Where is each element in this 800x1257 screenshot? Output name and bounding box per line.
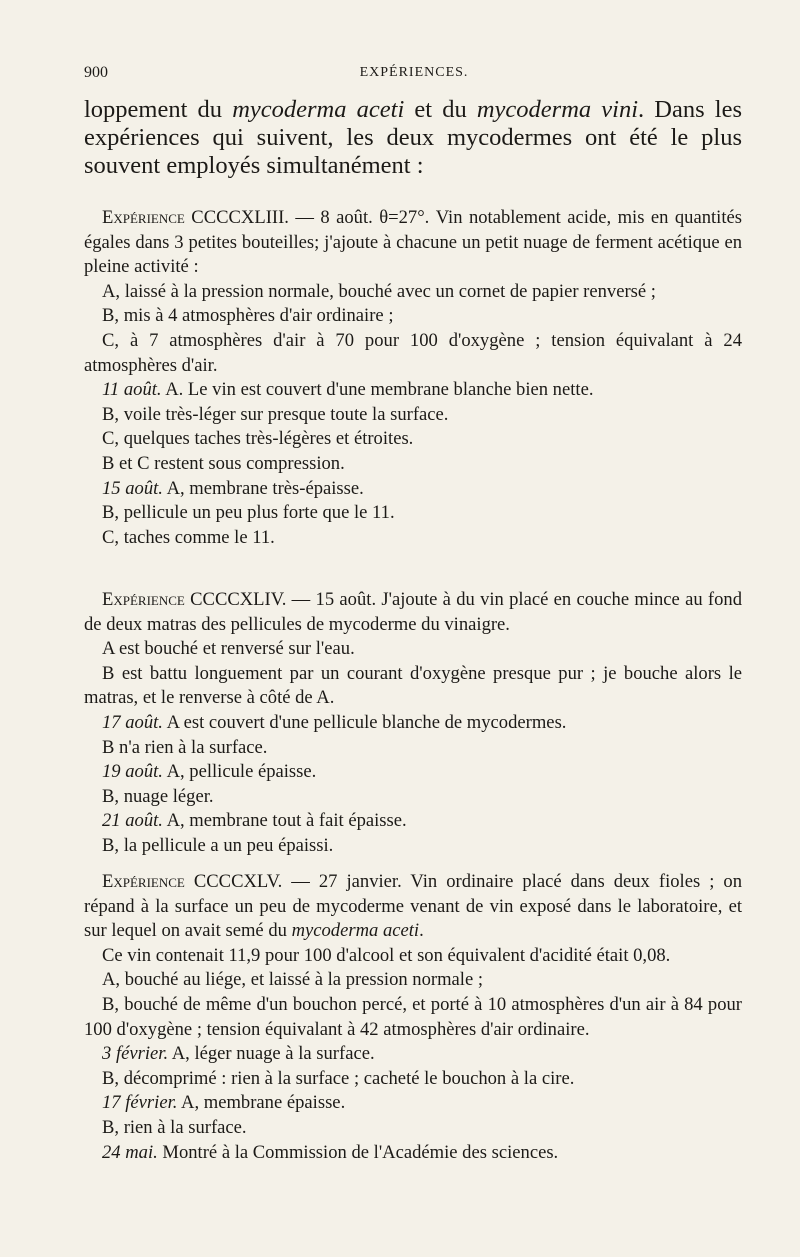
experience-heading: Expérience CCCCXLV. — 27 janvier. Vin ordinaire placé dans deux fioles ; on répand à la surface un peu de mycoderme venant de vin exposé dans le laboratoire, et sur lequel on avait semé du mycoderma aceti.: [84, 871, 742, 942]
observation-line: Ce vin contenait 11,9 pour 100 d'alcool et son équivalent d'acidité était 0,08.: [102, 944, 671, 966]
observation-line: 11 août. A. Le vin est couvert d'une membrane blanche bien nette.: [102, 379, 594, 401]
observation-line: 19 août. A, pellicule épaisse.: [102, 761, 317, 783]
observation-line: A est bouché et renversé sur l'eau.: [102, 638, 355, 660]
observation-line: B, décomprimé : rien à la surface ; cacheté le bouchon à la cire.: [102, 1067, 575, 1089]
observation-line: B est battu longuement par un courant d'oxygène presque pur ; je bouche alors le matras, et le renverse à côté de A.: [84, 662, 742, 709]
observation-line: C, taches comme le 11.: [102, 526, 275, 548]
experience-heading: Expérience CCCCXLIII. — 8 août. θ=27°. Vin notablement acide, mis en quantités égales dans 3 petites bouteilles; j'ajoute à chacune un petit nuage de ferment acétique en pleine activité :: [84, 207, 743, 278]
observation-line: B, nuage léger.: [102, 785, 214, 807]
observation-line: B, pellicule un peu plus forte que le 11.: [102, 502, 395, 524]
observation-line: 3 février. A, léger nuage à la surface.: [102, 1043, 375, 1065]
observation-line: C, à 7 atmosphères d'air à 70 pour 100 d'oxygène ; tension équivalant à 24 atmosphères d'air.: [84, 329, 742, 376]
running-header: [84, 64, 744, 86]
experience-label: Expérience CCCCXLV.: [102, 871, 283, 892]
observation-line: C, quelques taches très-légères et étroites.: [102, 428, 414, 450]
experience-heading: Expérience CCCCXLIV. — 15 août. J'ajoute à du vin placé en couche mince au fond de deux matras des pellicules de mycoderme du vinaigre.: [84, 589, 742, 635]
running-title: EXPÉRIENCES.: [359, 65, 469, 80]
observation-line: B, rien à la surface.: [102, 1116, 247, 1138]
page-number: 900: [84, 64, 108, 81]
observation-line: B n'a rien à la surface.: [102, 736, 268, 758]
observation-line: 24 mai. Montré à la Commission de l'Académie des sciences.: [102, 1141, 559, 1163]
observation-line: 17 février. A, membrane épaisse.: [102, 1092, 346, 1114]
observation-line: B, bouché de même d'un bouchon percé, et porté à 10 atmosphères d'un air à 84 pour 100 d'oxygène ; tension équivalant à 42 atmosphères d'air ordinaire.: [84, 993, 742, 1040]
experience-445: [84, 870, 742, 1165]
observation-line: 15 août. A, membrane très-épaisse.: [102, 477, 364, 499]
observation-line: 21 août. A, membrane tout à fait épaisse.: [102, 810, 407, 832]
observation-line: 17 août. A est couvert d'une pellicule blanche de mycodermes.: [102, 711, 567, 733]
observation-line: B, voile très-léger sur presque toute la surface.: [102, 403, 449, 425]
observation-line: B et C restent sous compression.: [102, 452, 345, 474]
intro-paragraph: loppement du mycoderma aceti et du mycoderma vini. Dans les expériences qui suivent, les deux mycodermes ont été le plus souvent employés simultanément :: [84, 96, 742, 179]
experience-label: Expérience CCCCXLIII.: [102, 207, 289, 228]
observation-line: A, laissé à la pression normale, bouché avec un cornet de papier renversé ;: [102, 280, 656, 302]
experience-443: [84, 206, 742, 550]
experience-444: [84, 588, 742, 859]
observation-line: B, mis à 4 atmosphères d'air ordinaire ;: [102, 305, 394, 327]
experience-label: Expérience CCCCXLIV.: [102, 589, 287, 610]
observation-line: A, bouché au liége, et laissé à la pression normale ;: [102, 969, 484, 991]
observation-line: B, la pellicule a un peu épaissi.: [102, 834, 334, 856]
